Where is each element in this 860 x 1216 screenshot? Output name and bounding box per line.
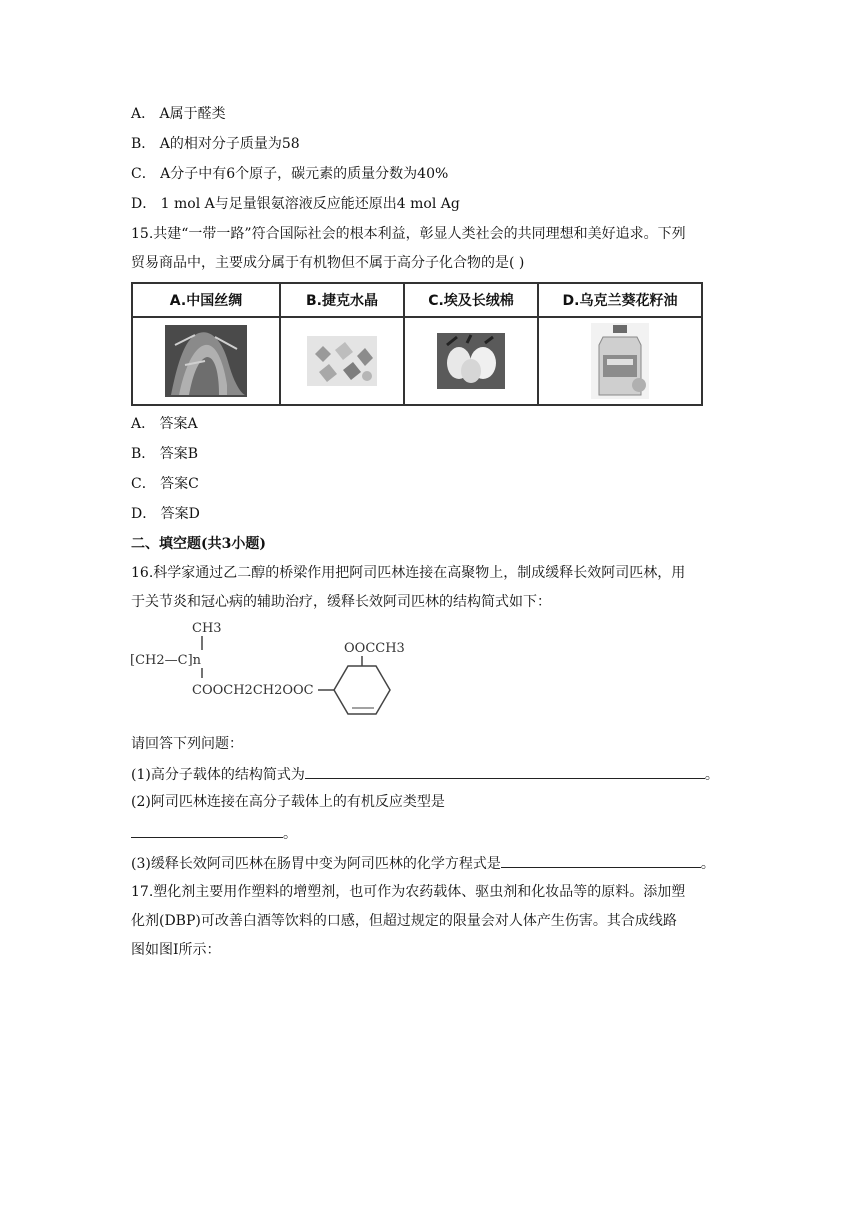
goods-header-crystal: B.捷克水晶 [280,283,404,317]
q16-sub2-period: 。 [283,826,297,842]
q16-sub3-text: (3)缓释长效阿司匹林在肠胃中变为阿司匹林的化学方程式是 [131,856,501,872]
q16-stem-line2: 于关节炎和冠心病的辅助治疗，缓释长效阿司匹林的结构简式如下： [131,594,551,610]
formula-ester-chain: COOCH2CH2OOC [192,683,314,698]
q17-stem-line1: 17.塑化剂主要用作塑料的增塑剂，也可作为农药载体、驱虫剂和化妆品等的原料。添加塑 [131,884,686,900]
goods-cell-crystal [280,317,404,405]
formula-ch3-top: CH3 [192,621,222,636]
q14-option-c: C． A分子中有6个原子，碳元素的质量分数为40% [131,166,449,182]
silk-image [165,325,247,397]
q16-sub1 [131,763,719,785]
q17-stem-line3: 图如图Ⅰ所示： [131,942,221,958]
q14-option-d: D． 1 mol A与足量银氨溶液反应能还原出4 mol Ag [131,196,460,212]
q16-sub2: (2)阿司匹林连接在高分子载体上的有机反应类型是 [131,794,445,810]
q16-prompt: 请回答下列问题： [131,736,243,752]
aspirin-polymer-structure [128,614,428,730]
q14-option-b: B． A的相对分子质量为58 [131,136,300,152]
section-heading: 二、填空题(共3小题) [131,536,266,552]
q15-option-b: B． 答案B [131,446,199,462]
cotton-image [437,333,505,389]
q16-sub3 [131,852,715,874]
q14-option-a: A． A属于醛类 [131,106,226,122]
q16-sub3-answer-blank[interactable] [501,852,701,868]
goods-header-cotton: C.埃及长绒棉 [404,283,538,317]
crystal-image [307,336,377,386]
goods-cell-silk [132,317,280,405]
q16-sub1-period: 。 [704,767,719,783]
goods-header-silk: A.中国丝绸 [132,283,280,317]
q15-option-c: C． 答案C [131,476,199,492]
q16-sub2-answer-line [131,822,297,844]
q16-sub1-answer-blank[interactable] [305,763,705,779]
q16-sub1-text: (1)高分子载体的结构简式为 [131,767,305,783]
q15-stem-line1: 15.共建“一带一路”符合国际社会的根本利益，彰显人类社会的共同理想和美好追求。下列 [131,226,686,242]
oil-bottle-image [591,323,649,399]
formula-ring-substituent: OOCCH3 [344,641,405,656]
q15-option-a: A． 答案A [131,416,198,432]
q16-stem-line1: 16.科学家通过乙二醇的桥梁作用把阿司匹林连接在高聚物上，制成缓释长效阿司匹林，用 [131,565,686,581]
goods-cell-cotton [404,317,538,405]
q16-sub2-answer-blank[interactable] [131,822,283,838]
goods-header-oil: D.乌克兰葵花籽油 [538,283,702,317]
goods-table [131,282,703,406]
goods-cell-oil [538,317,702,405]
q17-stem-line2: 化剂(DBP)可改善白酒等饮料的口感，但超过规定的限量会对人体产生伤害。其合成线路 [131,913,677,929]
q16-sub3-period: 。 [700,856,715,872]
formula-backbone: [CH2—C]n [130,653,202,668]
q15-stem-line2: 贸易商品中，主要成分属于有机物但不属于高分子化合物的是( ) [131,255,525,271]
q15-option-d: D． 答案D [131,506,200,522]
